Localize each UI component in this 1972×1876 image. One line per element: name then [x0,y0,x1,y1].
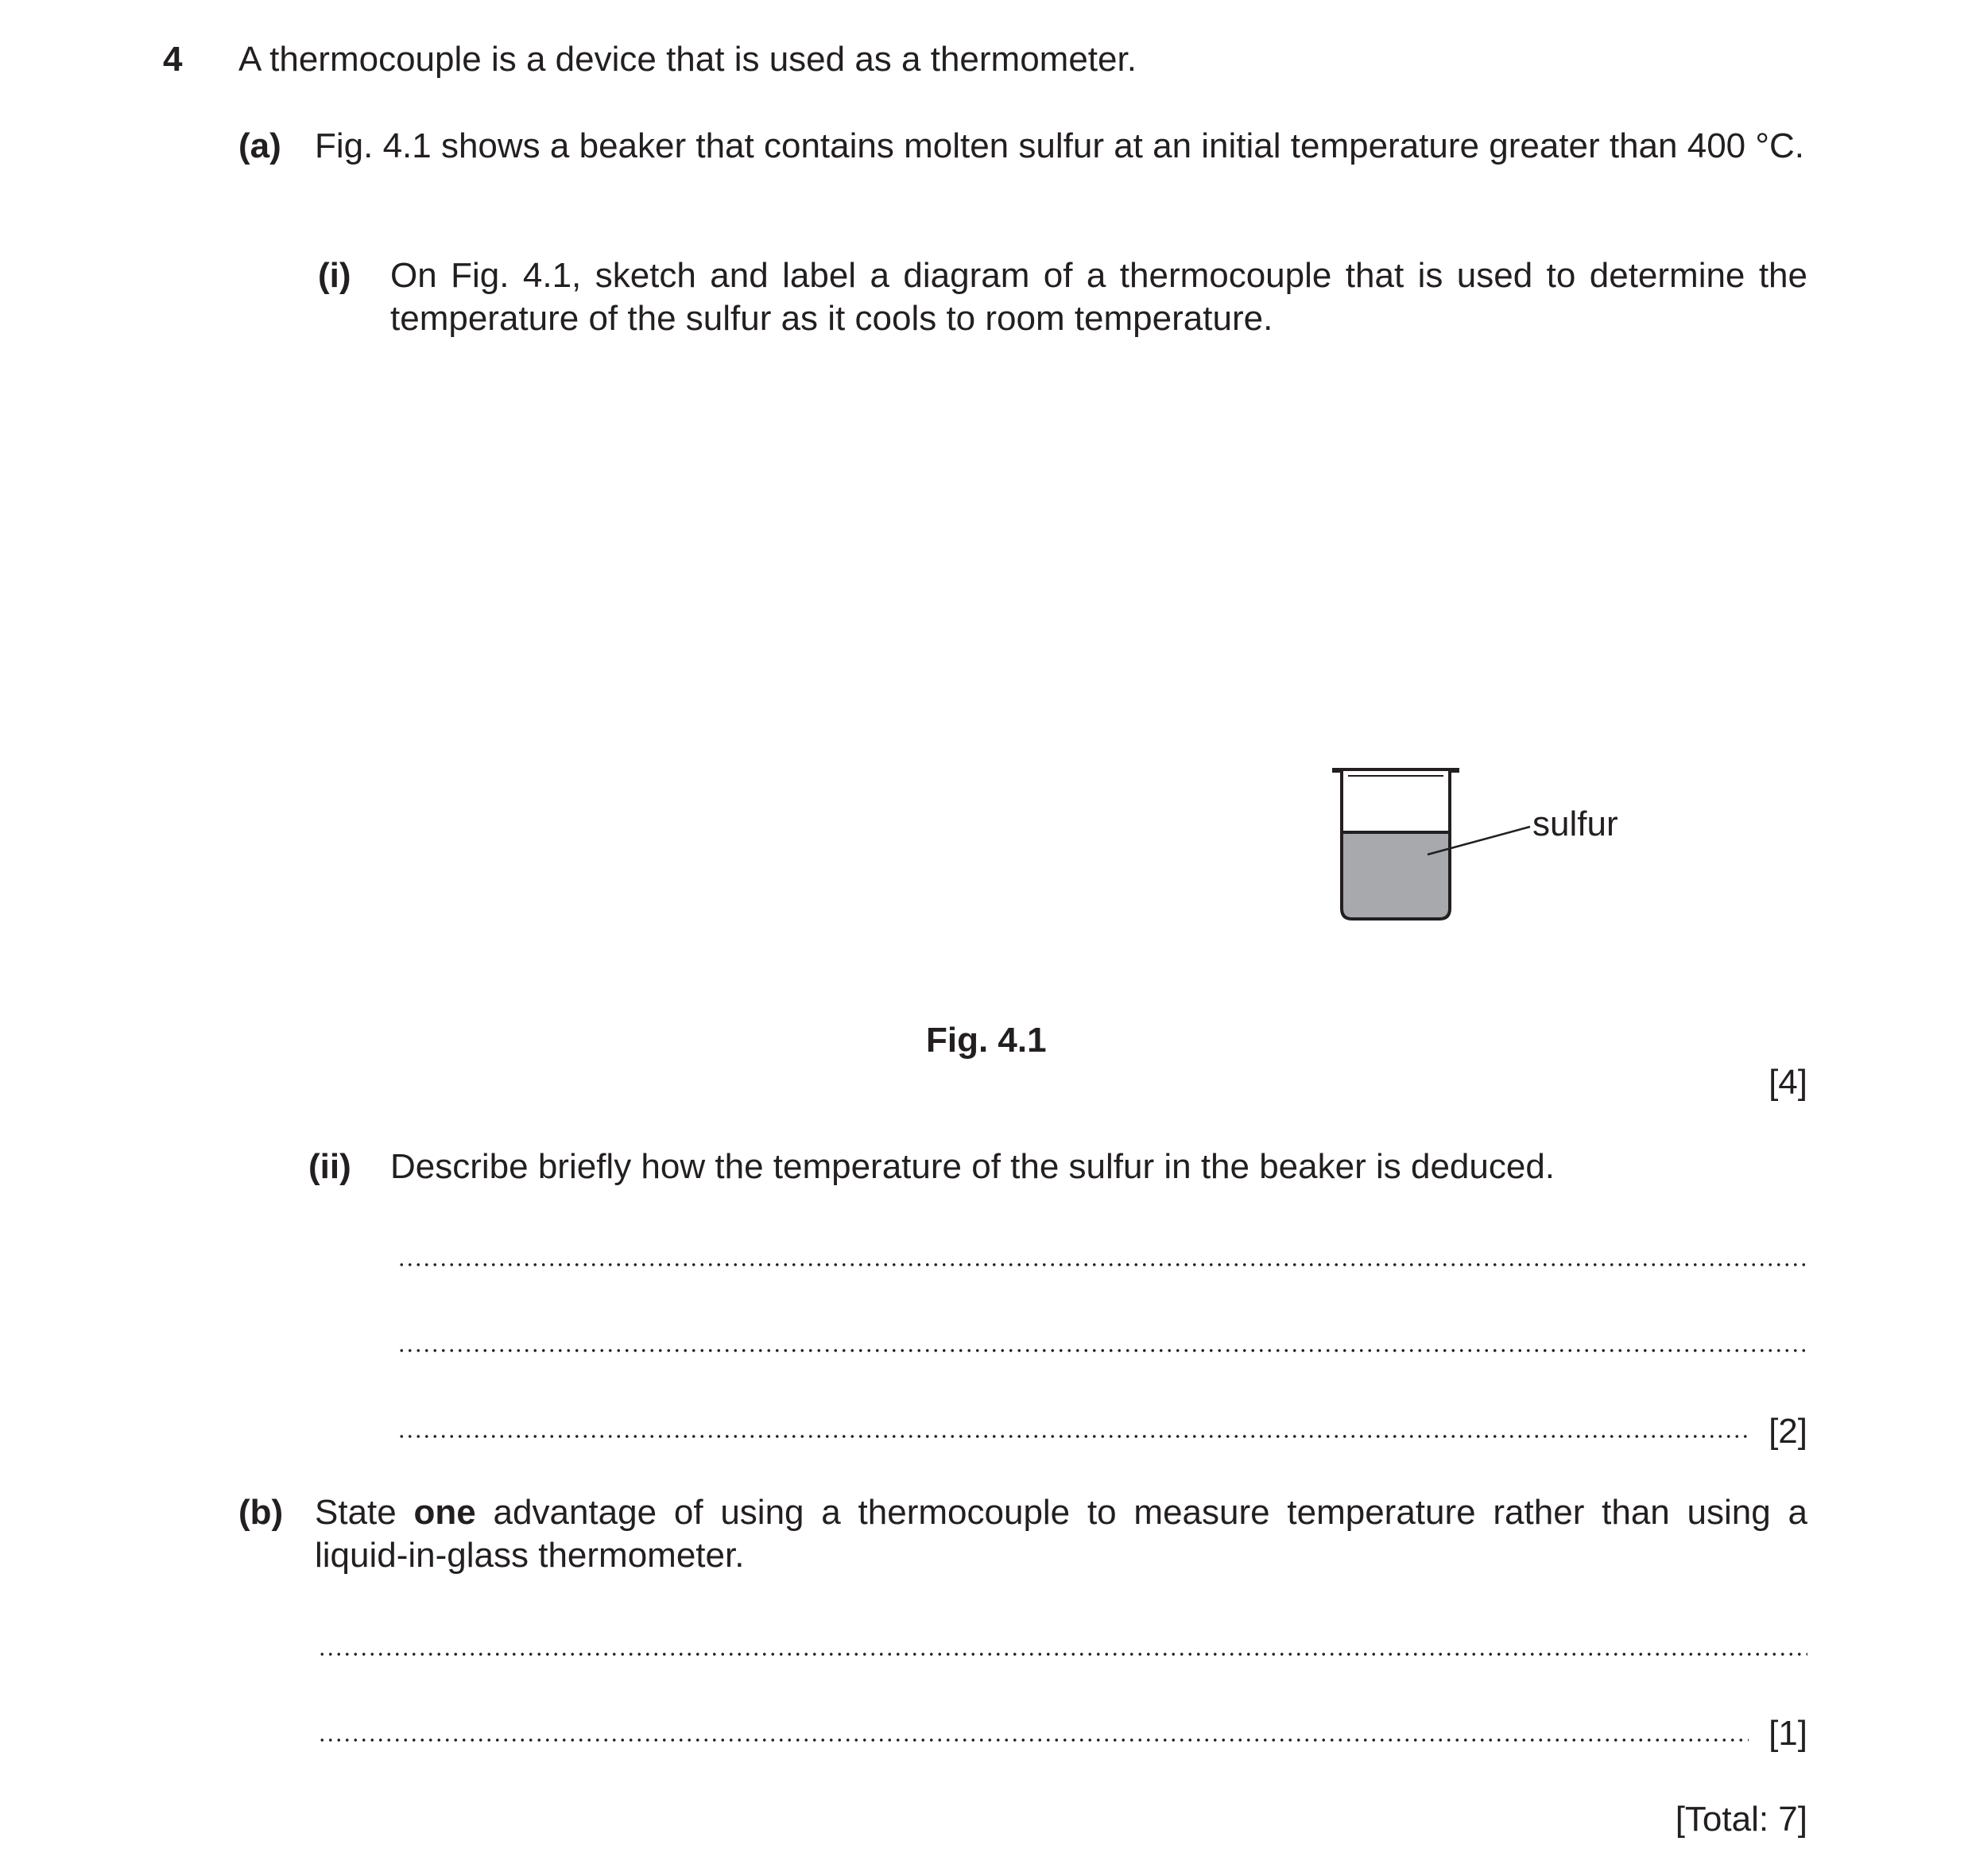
part-a-label: (a) [238,126,281,165]
part-a-ii-label: (ii) [308,1147,351,1186]
marks-a-i: [4] [1769,1063,1807,1102]
part-b-text [315,1491,1807,1577]
marks-a-ii: [2] [1769,1412,1807,1451]
figure-beaker [1319,755,1653,938]
answer-line-b-1[interactable] [318,1652,1807,1657]
part-a-i-label: (i) [318,256,351,295]
answer-line-b-2[interactable] [318,1738,1749,1742]
answer-line-a-ii-2[interactable] [397,1348,1807,1353]
answer-line-a-ii-1[interactable] [397,1262,1807,1267]
part-b-text-emphasis: one [413,1493,476,1532]
sulfur-liquid [1342,832,1450,919]
part-a-i-text: On Fig. 4.1, sketch and label a diagram of a thermocouple that is used to determine the temperature of the sulfur as it cools to room temperature. [390,256,1807,338]
total-marks: [Total: 7] [1675,1800,1807,1839]
answer-line-a-ii-3[interactable] [397,1434,1749,1439]
part-b-text-after: advantage of using a thermocouple to measure temperature rather than using a liquid-in-glass thermometer. [315,1493,1807,1575]
figure-caption: Fig. 4.1 [926,1021,1047,1060]
marks-b: [1] [1769,1714,1807,1753]
question-intro: A thermocouple is a device that is used as a thermometer. [238,40,1137,79]
part-a-text: Fig. 4.1 shows a beaker that contains molten sulfur at an initial temperature greater than 400 °C. [315,126,1804,165]
part-a-ii-text: Describe briefly how the temperature of the sulfur in the beaker is deduced. [390,1147,1556,1186]
part-b-label: (b) [238,1493,284,1532]
sulfur-label: sulfur [1532,804,1618,843]
beaker-diagram [1319,755,1653,938]
question-number: 4 [163,40,183,79]
part-b-text-before: State [315,1493,414,1532]
